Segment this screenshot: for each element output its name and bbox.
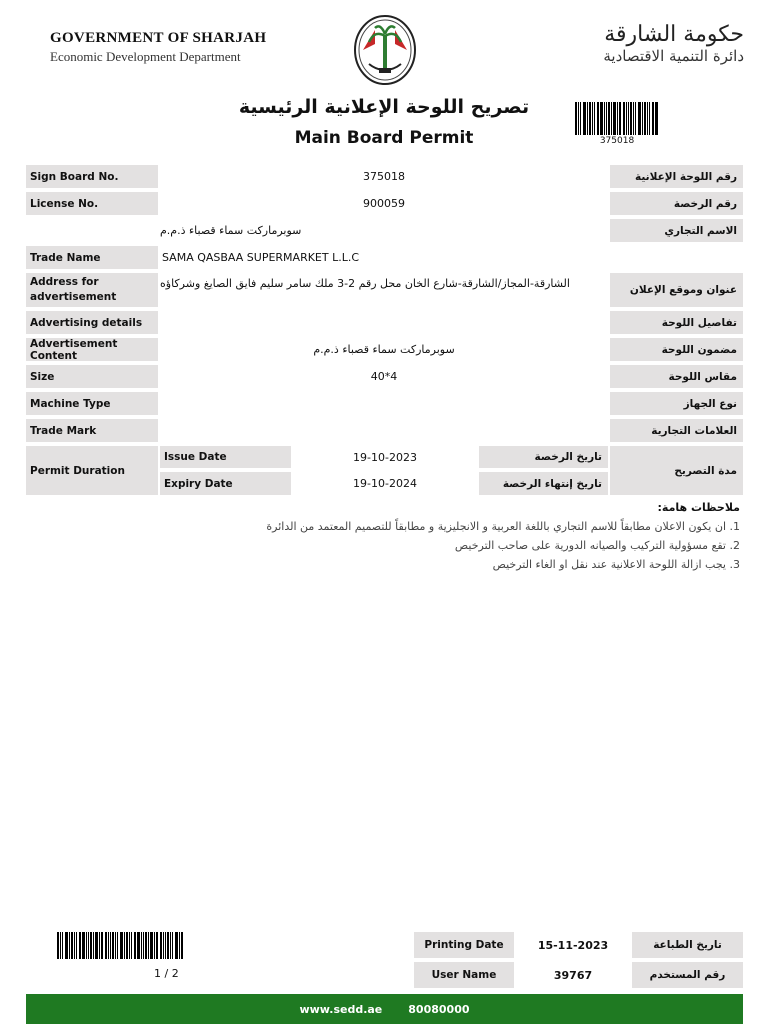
barcode-stripe: [163, 932, 164, 959]
label-user-name: User Name: [414, 962, 514, 988]
barcode-stripe: [642, 102, 643, 135]
label-machine-type-arabic: نوع الجهاز: [610, 392, 743, 415]
print-barcode: [57, 932, 187, 959]
barcode-stripe: [69, 932, 70, 959]
barcode-stripe: [57, 932, 59, 959]
barcode-stripe: [93, 932, 94, 959]
government-name-arabic: [603, 22, 744, 65]
barcode-stripe: [150, 932, 153, 959]
barcode-stripe: [108, 932, 109, 959]
barcode-stripe: [580, 102, 581, 135]
sharjah-emblem-icon: [339, 14, 431, 86]
document-title-arabic: تصريح اللوحة الإعلانية الرئيسية: [238, 96, 530, 118]
barcode-stripe: [79, 932, 81, 959]
barcode-stripe: [611, 102, 612, 135]
label-license-no-arabic: رقم الرخصة: [610, 192, 743, 215]
label-advertising-details-arabic: تفاصيل اللوحة: [610, 311, 743, 334]
barcode-stripe: [134, 932, 136, 959]
barcode-stripe: [129, 932, 130, 959]
barcode-stripe: [179, 932, 180, 959]
label-trade-name: Trade Name: [26, 246, 158, 269]
barcode-stripe: [99, 932, 100, 959]
label-issue-date: Issue Date: [160, 446, 291, 468]
barcode-stripe: [90, 932, 92, 959]
label-trade-mark-arabic: العلامات التجارية: [610, 419, 743, 442]
barcode-stripe: [638, 102, 641, 135]
label-size-arabic: مقاس اللوحة: [610, 365, 743, 388]
barcode-stripe: [115, 932, 116, 959]
label-expiry-date: Expiry Date: [160, 472, 291, 495]
barcode-stripe: [74, 932, 75, 959]
barcode-stripe: [597, 102, 599, 135]
label-user-name-arabic: رقم المستخدم: [632, 962, 743, 988]
barcode-stripe: [95, 932, 98, 959]
barcode-stripe: [181, 932, 183, 959]
label-trade-mark: Trade Mark: [26, 419, 158, 442]
barcode-stripe: [105, 932, 107, 959]
government-title: GOVERNMENT OF SHARJAH: [50, 30, 267, 46]
barcode-stripe: [606, 102, 607, 135]
barcode-stripe: [170, 932, 171, 959]
barcode-stripe: [604, 102, 605, 135]
label-advertisement-content-arabic: مضمون اللوحة: [610, 338, 743, 361]
barcode-stripe: [644, 102, 646, 135]
barcode-stripe: [613, 102, 616, 135]
barcode-stripe: [60, 932, 61, 959]
page-number: 1 / 2: [154, 967, 179, 980]
label-issue-date-arabic: تاريخ الرخصة: [479, 446, 608, 468]
label-advertisement-content: Advertisement Content: [26, 338, 158, 361]
barcode-stripe: [165, 932, 166, 959]
department-title-arabic: دائرة التنمية الاقتصادية: [603, 47, 744, 65]
barcode-stripe: [623, 102, 625, 135]
barcode-stripe: [110, 932, 111, 959]
barcode-stripe: [619, 102, 621, 135]
value-license-no: 900059: [363, 197, 405, 210]
barcode-stripe: [62, 932, 63, 959]
government-title-arabic: حكومة الشارقة: [604, 22, 744, 47]
footer-bar: [26, 994, 743, 1024]
value-size: 40*4: [370, 370, 398, 383]
permit-barcode: [575, 102, 659, 135]
barcode-stripe: [101, 932, 103, 959]
barcode-stripe: [137, 932, 140, 959]
value-sign-board-no: 375018: [363, 170, 405, 183]
government-name-english: [50, 30, 266, 65]
barcode-stripe: [141, 932, 142, 959]
note-item: 3. يجب ازالة اللوحة الاعلانية عند نقل او الغاء الترخيص: [492, 558, 740, 571]
label-sign-board-no: Sign Board No.: [26, 165, 158, 188]
barcode-stripe: [65, 932, 68, 959]
barcode-stripe: [587, 102, 588, 135]
barcode-stripe: [71, 932, 73, 959]
barcode-stripe: [117, 932, 118, 959]
barcode-stripe: [630, 102, 632, 135]
label-printing-date: Printing Date: [414, 932, 514, 958]
barcode-stripe: [112, 932, 114, 959]
value-expiry-date: 19-10-2024: [353, 477, 417, 490]
value-issue-date: 19-10-2023: [353, 450, 417, 464]
barcode-stripe: [589, 102, 591, 135]
barcode-stripe: [124, 932, 125, 959]
notes-title: ملاحظات هامة:: [657, 501, 740, 514]
value-user-name: 39767: [553, 968, 593, 982]
barcode-stripe: [578, 102, 579, 135]
barcode-stripe: [626, 102, 627, 135]
barcode-stripe: [617, 102, 618, 135]
barcode-stripe: [633, 102, 634, 135]
barcode-stripe: [131, 932, 132, 959]
barcode-stripe: [628, 102, 629, 135]
barcode-stripe: [655, 102, 658, 135]
barcode-stripe: [600, 102, 603, 135]
barcode-stripe: [647, 102, 648, 135]
label-size: Size: [26, 365, 158, 388]
barcode-stripe: [608, 102, 610, 135]
label-sign-board-no-arabic: رقم اللوحة الإعلانية: [610, 165, 743, 188]
value-trade-name: SAMA QASBAA SUPERMARKET L.L.C: [162, 251, 360, 264]
barcode-stripe: [575, 102, 577, 135]
barcode-stripe: [635, 102, 636, 135]
value-advertising-details: [160, 311, 608, 334]
label-machine-type: Machine Type: [26, 392, 158, 415]
barcode-stripe: [88, 932, 89, 959]
document-header: [0, 0, 768, 90]
label-printing-date-arabic: تاريخ الطباعة: [632, 932, 743, 958]
value-advertisement-content: سوبرماركت سماء قصباء ذ.م.م: [313, 343, 455, 356]
barcode-stripe: [76, 932, 77, 959]
value-machine-type: [160, 392, 608, 415]
label-address: Address for advertisement: [26, 273, 158, 307]
label-permit-duration: Permit Duration: [26, 446, 158, 495]
barcode-stripe: [172, 932, 173, 959]
barcode-stripe: [82, 932, 85, 959]
label-expiry-date-arabic: تاريخ إنتهاء الرخصة: [479, 472, 608, 495]
barcode-stripe: [120, 932, 123, 959]
barcode-stripe: [86, 932, 87, 959]
label-trade-name-arabic: الاسم التجاري: [610, 219, 743, 242]
barcode-stripe: [143, 932, 144, 959]
note-item: 1. ان يكون الاعلان مطابقاً للاسم التجاري باللغة العربية و الانجليزية و مطابقاً للتصميم المعتمد من الدائرة: [266, 520, 740, 533]
barcode-stripe: [594, 102, 595, 135]
barcode-stripe: [649, 102, 650, 135]
barcode-number: 375018: [599, 136, 635, 146]
barcode-stripe: [156, 932, 158, 959]
important-notes: [180, 501, 740, 574]
barcode-stripe: [160, 932, 162, 959]
barcode-stripe: [592, 102, 593, 135]
barcode-stripe: [145, 932, 147, 959]
document-title-english: Main Board Permit: [294, 128, 474, 148]
label-permit-duration-arabic: مدة التصريح: [610, 446, 743, 495]
value-printing-date: 15-11-2023: [537, 938, 609, 952]
value-address: الشارقة-المجاز/الشارقة-شارع الخان محل رقم 2-3 ملك سامر سليم فايق الصايغ وشركاؤه: [160, 276, 570, 290]
label-advertising-details: Advertising details: [26, 311, 158, 334]
barcode-stripe: [154, 932, 155, 959]
barcode-stripe: [148, 932, 149, 959]
value-trade-mark: [160, 419, 608, 442]
label-license-no: License No.: [26, 192, 158, 215]
footer-phone: 80080000: [408, 1002, 470, 1016]
barcode-stripe: [583, 102, 586, 135]
department-title: Economic Development Department: [50, 49, 241, 64]
barcode-stripe: [126, 932, 128, 959]
footer-website-link[interactable]: www.sedd.ae: [299, 1002, 383, 1016]
barcode-stripe: [175, 932, 178, 959]
barcode-stripe: [167, 932, 169, 959]
barcode-stripe: [652, 102, 654, 135]
note-item: 2. تقع مسؤولية التركيب والصيانه الدورية على صاحب الترخيص: [454, 539, 740, 552]
value-trade-name-arabic: سوبرماركت سماء قصباء ذ.م.م: [160, 224, 302, 237]
label-address-arabic: عنوان وموقع الإعلان: [610, 273, 743, 307]
